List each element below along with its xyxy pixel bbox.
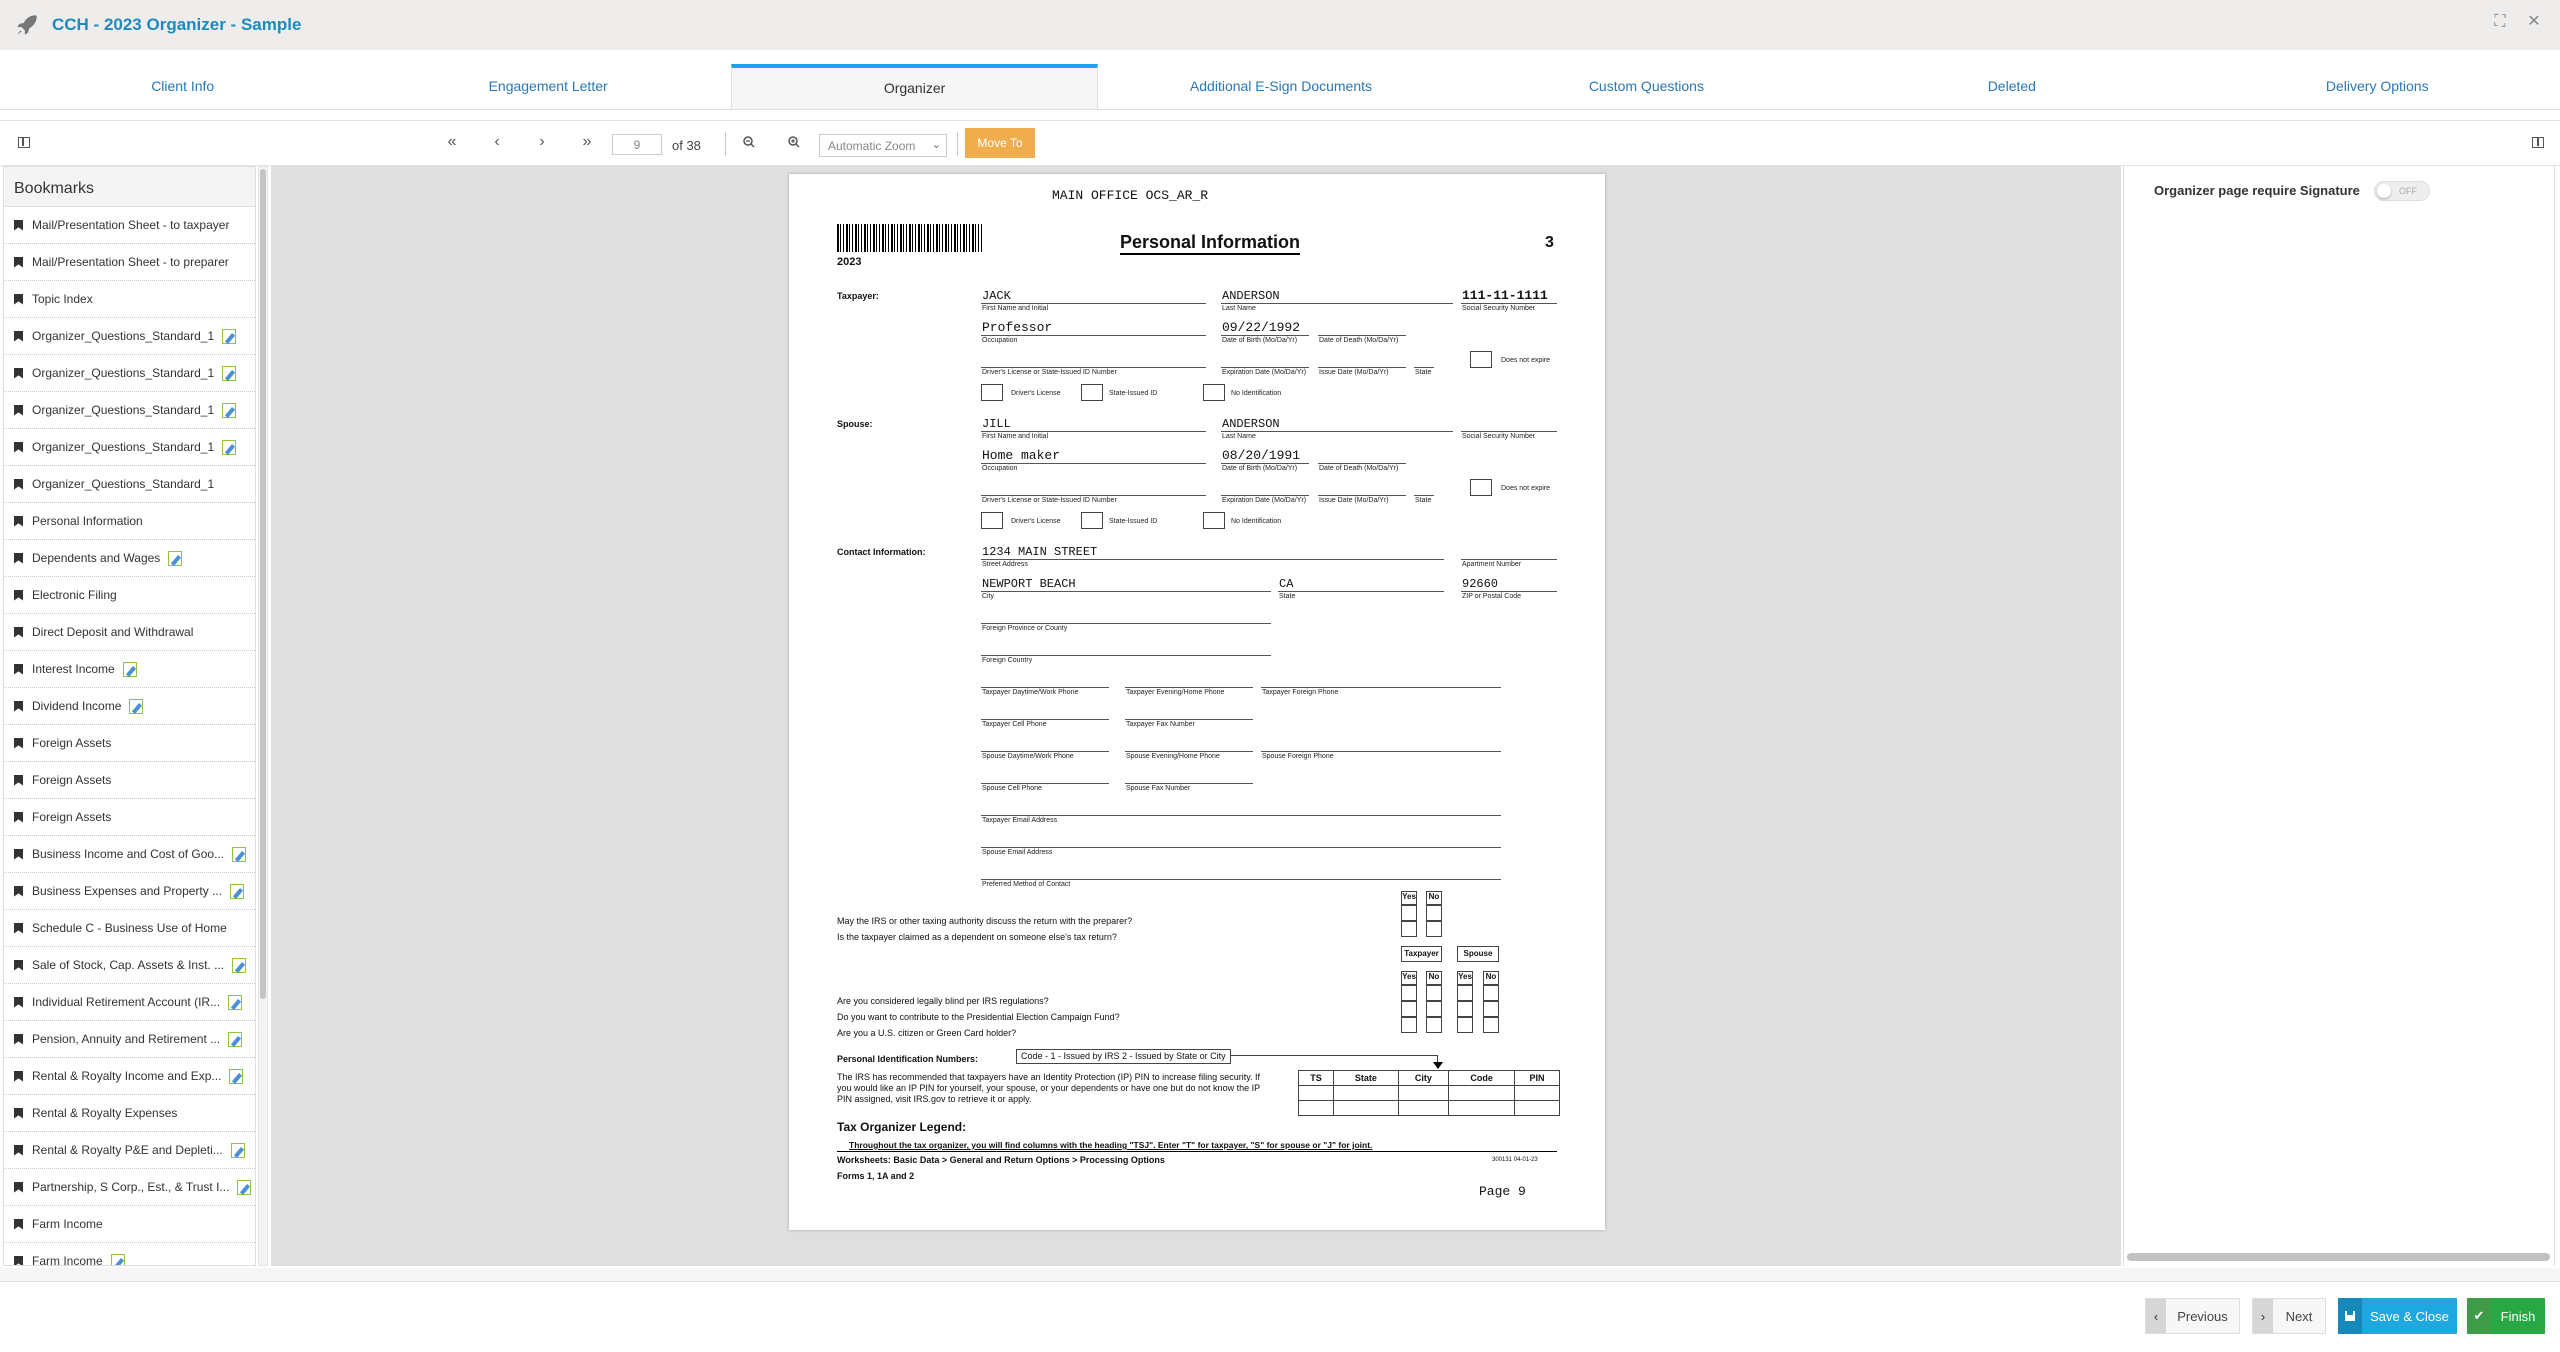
bookmark-icon: [14, 997, 23, 1008]
label: City: [982, 593, 995, 600]
signature-toggle[interactable]: [2374, 181, 2430, 201]
edit-document-icon[interactable]: [222, 329, 236, 344]
spouse-first-name[interactable]: JILL: [982, 417, 1011, 431]
taxpayer-drivers-license-checkbox[interactable]: [981, 384, 1003, 401]
scrollbar-thumb[interactable]: [260, 169, 266, 999]
bookmark-icon: [14, 1182, 23, 1193]
bookmarks-sidebar: [3, 166, 256, 1266]
state[interactable]: CA: [1279, 577, 1294, 591]
next-button[interactable]: [2252, 1298, 2326, 1334]
bookmark-item[interactable]: [4, 836, 255, 873]
taxpayer-col-header: Taxpayer: [1401, 946, 1442, 962]
label: Foreign Province or County: [982, 625, 1068, 632]
question-checkbox[interactable]: [1426, 1017, 1442, 1033]
label: Spouse Foreign Phone: [1262, 753, 1334, 760]
bookmark-label: Farm Income: [32, 1217, 103, 1231]
rocket-icon: [14, 12, 40, 38]
spouse-no-id-checkbox[interactable]: [1203, 512, 1225, 529]
edit-document-icon[interactable]: [222, 366, 236, 381]
bookmark-item[interactable]: [4, 1058, 255, 1095]
label: Taxpayer Email Address: [982, 817, 1058, 824]
bookmark-icon: [14, 1071, 23, 1082]
bookmark-icon: [14, 886, 23, 897]
bookmark-icon: [14, 664, 23, 675]
label: Taxpayer Daytime/Work Phone: [982, 689, 1079, 696]
bookmark-icon: [14, 1256, 23, 1267]
edit-document-icon[interactable]: [228, 995, 242, 1010]
label: Social Security Number: [1462, 433, 1536, 440]
label: Date of Death (Mo/Da/Yr): [1319, 465, 1399, 472]
spouse-drivers-license-checkbox[interactable]: [981, 512, 1003, 529]
chevron-left-icon: ‹: [2146, 1299, 2166, 1333]
bookmark-icon: [14, 405, 23, 416]
bookmark-label: Interest Income: [32, 662, 115, 676]
tab-organizer[interactable]: Organizer: [731, 64, 1098, 109]
label: Taxpayer Cell Phone: [982, 721, 1047, 728]
toggle-right-panel-icon[interactable]: [2532, 137, 2544, 148]
pin-table: [1298, 1070, 1560, 1116]
bookmark-item[interactable]: [4, 318, 255, 355]
bookmark-label: Business Expenses and Property ...: [32, 884, 223, 898]
question-3: Are you considered legally blind per IRS regulations?: [837, 996, 1049, 1006]
worksheets-path: Worksheets: Basic Data > General and Return Options > Processing Options: [837, 1155, 1165, 1165]
next-page-button[interactable]: ›: [539, 133, 545, 150]
footer-divider: [0, 1268, 2560, 1282]
label: Driver's License or State-Issued ID Number: [982, 369, 1117, 376]
tab-engagement-letter[interactable]: Engagement Letter: [488, 78, 608, 94]
checkmark-icon: ✔: [2467, 1298, 2491, 1334]
tab-custom-questions[interactable]: Custom Questions: [1588, 78, 1704, 94]
label: Spouse Evening/Home Phone: [1126, 753, 1220, 760]
last-page-button[interactable]: »: [582, 133, 592, 150]
bookmark-item[interactable]: [4, 355, 255, 392]
question-checkbox[interactable]: [1401, 1001, 1417, 1017]
move-to-button[interactable]: Move To: [965, 128, 1035, 158]
pin-col-ts: TS: [1299, 1071, 1334, 1086]
bookmark-item[interactable]: [4, 1243, 255, 1266]
bookmark-label: Foreign Assets: [32, 810, 112, 824]
bookmark-label: Mail/Presentation Sheet - to preparer: [32, 255, 229, 269]
bookmark-label: Rental & Royalty Income and Exp...: [32, 1069, 222, 1083]
edit-document-icon[interactable]: [129, 699, 143, 714]
street-address[interactable]: 1234 MAIN STREET: [982, 545, 1098, 559]
label: Does not expire: [1501, 357, 1551, 364]
pdf-toolbar: [0, 120, 2560, 166]
label: Taxpayer Evening/Home Phone: [1126, 689, 1225, 696]
bookmark-list: [4, 207, 255, 1266]
label: Date of Death (Mo/Da/Yr): [1319, 337, 1399, 344]
pin-cell[interactable]: [1299, 1086, 1334, 1101]
city[interactable]: NEWPORT BEACH: [982, 577, 1076, 591]
spouse-heading: Spouse:: [837, 419, 873, 429]
signature-panel: [2123, 166, 2558, 1266]
document-page: [789, 174, 1605, 1230]
spouse-does-not-expire-checkbox[interactable]: [1470, 479, 1492, 496]
label: Date of Birth (Mo/Da/Yr): [1222, 337, 1298, 344]
label: Expiration Date (Mo/Da/Yr): [1222, 497, 1307, 504]
question-checkbox[interactable]: [1401, 1017, 1417, 1033]
bookmark-icon: [14, 1034, 23, 1045]
label: State-Issued ID: [1109, 518, 1158, 525]
bookmark-icon: [14, 701, 23, 712]
first-page-button[interactable]: «: [447, 133, 457, 150]
toolbar-divider: [957, 132, 958, 156]
pin-col-code: Code: [1449, 1071, 1515, 1086]
bookmark-item[interactable]: [4, 651, 255, 688]
bookmark-icon: [14, 368, 23, 379]
question-5: Are you a U.S. citizen or Green Card holder?: [837, 1028, 1017, 1038]
bookmark-label: Organizer_Questions_Standard_1: [32, 403, 215, 417]
spouse-occupation[interactable]: Home maker: [982, 448, 1061, 463]
bookmark-label: Direct Deposit and Withdrawal: [32, 625, 194, 639]
barcode: [837, 224, 982, 252]
bookmark-item[interactable]: [4, 614, 255, 651]
pin-cell[interactable]: [1449, 1086, 1515, 1101]
question-checkbox[interactable]: [1483, 1001, 1499, 1017]
pin-cell[interactable]: [1515, 1101, 1560, 1116]
finish-label: Finish: [2500, 1308, 2536, 1324]
bookmark-label: Rental & Royalty Expenses: [32, 1106, 178, 1120]
label: Last Name: [1222, 305, 1256, 312]
edit-document-icon[interactable]: [230, 884, 244, 899]
edit-document-icon[interactable]: [229, 1069, 243, 1084]
question-checkbox[interactable]: [1457, 1001, 1473, 1017]
bookmark-icon: [14, 960, 23, 971]
taxpayer-heading: Taxpayer:: [837, 291, 879, 301]
label: State: [1415, 497, 1432, 504]
label: Occupation: [982, 465, 1018, 472]
question-checkbox[interactable]: [1426, 985, 1442, 1001]
bookmark-item[interactable]: [4, 1021, 255, 1058]
spouse-state-id-checkbox[interactable]: [1081, 512, 1103, 529]
bookmark-label: Mail/Presentation Sheet - to taxpayer: [32, 218, 230, 232]
page-number-input[interactable]: [612, 134, 662, 155]
edit-document-icon[interactable]: [222, 403, 236, 418]
bookmark-label: Farm Income: [32, 1254, 103, 1266]
arrow-down-icon: [1433, 1062, 1443, 1069]
bookmark-item[interactable]: [4, 207, 255, 244]
toggle-knob: [2377, 184, 2391, 198]
toggle-state: OFF: [2399, 186, 2417, 196]
page-count: of 38: [672, 138, 701, 153]
label: Driver's License: [1011, 390, 1061, 397]
bookmark-label: Dividend Income: [32, 699, 122, 713]
bookmark-icon: [14, 553, 23, 564]
vertical-scrollbar[interactable]: [2554, 166, 2560, 1266]
bookmark-item[interactable]: [4, 466, 255, 503]
edit-document-icon[interactable]: [228, 1032, 242, 1047]
contact-heading: Contact Information:: [837, 547, 926, 557]
bookmark-label: Dependents and Wages: [32, 551, 161, 565]
bookmark-label: Personal Information: [32, 514, 143, 528]
yes-header: Yes: [1401, 891, 1417, 905]
bookmark-icon: [14, 775, 23, 786]
label: Date of Birth (Mo/Da/Yr): [1222, 465, 1298, 472]
label: First Name and Initial: [982, 433, 1049, 440]
bookmark-item[interactable]: [4, 503, 255, 540]
pin-cell[interactable]: [1398, 1086, 1449, 1101]
pin-col-pin: PIN: [1515, 1071, 1560, 1086]
document-viewer: [271, 166, 2121, 1266]
question-1: May the IRS or other taxing authority discuss the return with the preparer?: [837, 916, 1133, 926]
label: No Identification: [1231, 518, 1282, 525]
label: First Name and Initial: [982, 305, 1049, 312]
bookmark-item[interactable]: [4, 281, 255, 318]
bookmark-item[interactable]: [4, 910, 255, 947]
label: State: [1415, 369, 1432, 376]
previous-page-button[interactable]: ‹: [494, 133, 500, 150]
bookmark-icon: [14, 442, 23, 453]
label: Spouse Daytime/Work Phone: [982, 753, 1074, 760]
bookmark-label: Organizer_Questions_Standard_1: [32, 366, 215, 380]
zoom-select[interactable]: [819, 134, 947, 157]
bookmark-item[interactable]: [4, 392, 255, 429]
taxpayer-first-name[interactable]: JACK: [982, 289, 1011, 303]
bookmark-label: Electronic Filing: [32, 588, 117, 602]
label: Last Name: [1222, 433, 1256, 440]
next-label: Next: [2285, 1308, 2313, 1324]
label: Preferred Method of Contact: [982, 881, 1071, 888]
pin-cell[interactable]: [1515, 1086, 1560, 1101]
taxpayer-state-id-checkbox[interactable]: [1081, 384, 1103, 401]
taxpayer-no-id-checkbox[interactable]: [1203, 384, 1225, 401]
tab-additional-esign[interactable]: Additional E-Sign Documents: [1189, 78, 1373, 94]
bookmark-label: Schedule C - Business Use of Home: [32, 921, 227, 935]
question-checkbox[interactable]: [1483, 1017, 1499, 1033]
bookmark-label: Partnership, S Corp., Est., & Trust I...: [32, 1180, 230, 1194]
tab-bar: [0, 64, 2560, 110]
label: Spouse Cell Phone: [982, 785, 1042, 792]
pin-cell[interactable]: [1334, 1101, 1399, 1116]
no-header: No: [1426, 891, 1442, 905]
label: Expiration Date (Mo/Da/Yr): [1222, 369, 1307, 376]
edit-document-icon[interactable]: [232, 958, 246, 973]
question-checkbox[interactable]: [1426, 1001, 1442, 1017]
pin-cell[interactable]: [1299, 1101, 1334, 1116]
bookmark-item[interactable]: [4, 688, 255, 725]
bookmark-label: Organizer_Questions_Standard_1: [32, 440, 215, 454]
bookmark-item[interactable]: [4, 244, 255, 281]
edit-document-icon[interactable]: [123, 662, 137, 677]
zoom-select-value: Automatic Zoom: [828, 139, 916, 153]
bookmark-item[interactable]: [4, 762, 255, 799]
bookmark-item[interactable]: [4, 984, 255, 1021]
pin-description: The IRS has recommended that taxpayers have an Identity Protection (IP) PIN to increase filing security. If you would like an IP PIN for yourself, your spouse, or your dependents or have one but do not know the IP PIN assigned, visit IRS.gov to retrieve it or apply.: [837, 1072, 1261, 1104]
bookmark-item[interactable]: [4, 1095, 255, 1132]
toggle-sidebar-icon[interactable]: [18, 137, 30, 148]
bookmark-icon: [14, 516, 23, 527]
bookmark-item[interactable]: [4, 429, 255, 466]
expand-icon[interactable]: ⛶: [2494, 13, 2506, 30]
chevron-right-icon: ›: [2253, 1299, 2273, 1333]
spouse-last-name[interactable]: ANDERSON: [1222, 417, 1280, 431]
form-code: 300131 04-01-23: [1492, 1157, 1538, 1163]
label: Issue Date (Mo/Da/Yr): [1319, 369, 1389, 376]
office-header: MAIN OFFICE OCS_AR_R: [1052, 188, 1209, 203]
taxpayer-ssn[interactable]: 111-11-1111: [1462, 288, 1548, 303]
edit-document-icon[interactable]: [111, 1254, 125, 1267]
question-checkbox[interactable]: [1457, 1017, 1473, 1033]
label: Driver's License or State-Issued ID Number: [982, 497, 1117, 504]
bookmark-item[interactable]: [4, 540, 255, 577]
q1-no-checkbox[interactable]: [1426, 905, 1442, 921]
bookmark-icon: [14, 738, 23, 749]
label: State: [1279, 593, 1296, 600]
label: Driver's License: [1011, 518, 1061, 525]
bookmark-icon: [14, 294, 23, 305]
question-checkbox[interactable]: [1483, 985, 1499, 1001]
bookmark-item[interactable]: [4, 725, 255, 762]
edit-document-icon[interactable]: [237, 1180, 251, 1195]
bookmark-label: Organizer_Questions_Standard_1: [32, 329, 215, 343]
signature-label: Organizer page require Signature: [2154, 183, 2360, 198]
bookmark-item[interactable]: [4, 577, 255, 614]
label: Spouse Fax Number: [1126, 785, 1191, 792]
label: Apartment Number: [1462, 561, 1522, 568]
form-year: 2023: [837, 256, 862, 268]
bookmark-icon: [14, 590, 23, 601]
taxpayer-does-not-expire-checkbox[interactable]: [1470, 351, 1492, 368]
label: Street Address: [982, 561, 1028, 568]
bookmark-icon: [14, 257, 23, 268]
bookmark-icon: [14, 923, 23, 934]
q1-yes-checkbox[interactable]: [1401, 905, 1417, 921]
taxpayer-occupation[interactable]: Professor: [982, 320, 1053, 335]
bookmarks-title: Bookmarks: [4, 167, 255, 207]
zip[interactable]: 92660: [1462, 577, 1499, 591]
bookmark-label: Rental & Royalty P&E and Depleti...: [32, 1143, 223, 1157]
label: State-Issued ID: [1109, 390, 1158, 397]
bookmark-label: Pension, Annuity and Retirement ...: [32, 1032, 221, 1046]
bookmark-icon: [14, 331, 23, 342]
pin-col-city: City: [1398, 1071, 1449, 1086]
bookmark-label: Foreign Assets: [32, 736, 112, 750]
label: Foreign Country: [982, 657, 1033, 664]
yes-header: Yes: [1401, 971, 1417, 985]
label: Does not expire: [1501, 485, 1551, 492]
legend-text: Throughout the tax organizer, you will find columns with the heading "TSJ". Enter "T" for taxpayer, "S" for spouse or "J" for joint.: [849, 1140, 1373, 1150]
label: Taxpayer Foreign Phone: [1262, 689, 1339, 696]
sidebar-scrollbar[interactable]: [258, 166, 268, 1266]
yes-header: Yes: [1457, 971, 1473, 985]
question-2: Is the taxpayer claimed as a dependent on someone else's tax return?: [837, 932, 1117, 942]
edit-document-icon[interactable]: [168, 551, 182, 566]
question-checkbox[interactable]: [1457, 985, 1473, 1001]
pin-heading: Personal Identification Numbers:: [837, 1054, 979, 1064]
bookmark-label: Business Income and Cost of Goo...: [32, 847, 225, 861]
bookmark-icon: [14, 479, 23, 490]
label: ZIP or Postal Code: [1462, 593, 1522, 600]
bookmark-item[interactable]: [4, 799, 255, 836]
edit-document-icon[interactable]: [232, 847, 246, 862]
zoom-out-icon[interactable]: [742, 135, 756, 149]
page-label: Page 9: [1479, 1184, 1526, 1199]
chevron-down-icon: ⌄: [931, 139, 941, 151]
forms-list: Forms 1, 1A and 2: [837, 1171, 915, 1181]
save-close-button[interactable]: [2338, 1298, 2457, 1334]
spouse-col-header: Spouse: [1457, 946, 1499, 962]
pin-code-note: Code - 1 - Issued by IRS 2 - Issued by State or City: [1016, 1049, 1231, 1064]
bookmark-label: Sale of Stock, Cap. Assets & Inst. ...: [32, 958, 225, 972]
bookmark-label: Foreign Assets: [32, 773, 112, 787]
pin-cell[interactable]: [1449, 1101, 1515, 1116]
edit-document-icon[interactable]: [222, 440, 236, 455]
label: Social Security Number: [1462, 305, 1536, 312]
bookmark-icon: [14, 627, 23, 638]
pin-cell[interactable]: [1398, 1101, 1449, 1116]
title-bar: [0, 0, 2560, 50]
bookmark-item[interactable]: [4, 1169, 255, 1206]
toolbar-divider: [725, 132, 726, 156]
tab-delivery-options[interactable]: Delivery Options: [2325, 78, 2429, 94]
bookmark-icon: [14, 849, 23, 860]
no-header: No: [1483, 971, 1499, 985]
zoom-in-icon[interactable]: [787, 135, 801, 149]
taxpayer-last-name[interactable]: ANDERSON: [1222, 289, 1280, 303]
spouse-dob[interactable]: 08/20/1991: [1222, 448, 1301, 463]
edit-document-icon[interactable]: [231, 1143, 245, 1158]
bookmark-icon: [14, 220, 23, 231]
previous-label: Previous: [2177, 1308, 2228, 1324]
taxpayer-dob[interactable]: 09/22/1992: [1222, 320, 1301, 335]
no-header: No: [1426, 971, 1442, 985]
label: Occupation: [982, 337, 1018, 344]
bookmark-item[interactable]: [4, 1206, 255, 1243]
bookmark-item[interactable]: [4, 947, 255, 984]
bookmark-icon: [14, 1219, 23, 1230]
bookmark-item[interactable]: [4, 1132, 255, 1169]
tab-deleted[interactable]: Deleted: [1987, 78, 2036, 94]
label: Spouse Email Address: [982, 849, 1053, 856]
save-close-label: Save & Close: [2370, 1308, 2449, 1324]
question-checkbox[interactable]: [1401, 985, 1417, 1001]
legend-heading: Tax Organizer Legend:: [837, 1120, 967, 1134]
section-number: 3: [1545, 234, 1554, 251]
bookmark-icon: [14, 1145, 23, 1156]
pin-cell[interactable]: [1334, 1086, 1399, 1101]
bookmark-icon: [14, 812, 23, 823]
bookmark-icon: [14, 1108, 23, 1119]
bookmark-label: Individual Retirement Account (IR...: [32, 995, 221, 1009]
right-panel-scrollbar[interactable]: [2127, 1253, 2550, 1261]
previous-button[interactable]: [2145, 1298, 2240, 1334]
finish-button[interactable]: [2467, 1298, 2545, 1334]
q2-yes-checkbox[interactable]: [1401, 921, 1417, 937]
window-title: CCH - 2023 Organizer - Sample: [52, 15, 302, 34]
pin-col-state: State: [1334, 1071, 1399, 1086]
bookmark-item[interactable]: [4, 873, 255, 910]
close-icon[interactable]: ✕: [2527, 13, 2541, 30]
label: Taxpayer Fax Number: [1126, 721, 1195, 728]
tab-client-info[interactable]: Client Info: [151, 78, 215, 94]
bookmark-label: Organizer_Questions_Standard_1: [32, 477, 215, 491]
form-title: Personal Information: [1120, 232, 1300, 255]
question-4: Do you want to contribute to the Presidential Election Campaign Fund?: [837, 1012, 1120, 1022]
q2-no-checkbox[interactable]: [1426, 921, 1442, 937]
label: No Identification: [1231, 390, 1282, 397]
save-icon: [2338, 1298, 2362, 1334]
label: Issue Date (Mo/Da/Yr): [1319, 497, 1389, 504]
bookmark-label: Topic Index: [32, 292, 93, 306]
